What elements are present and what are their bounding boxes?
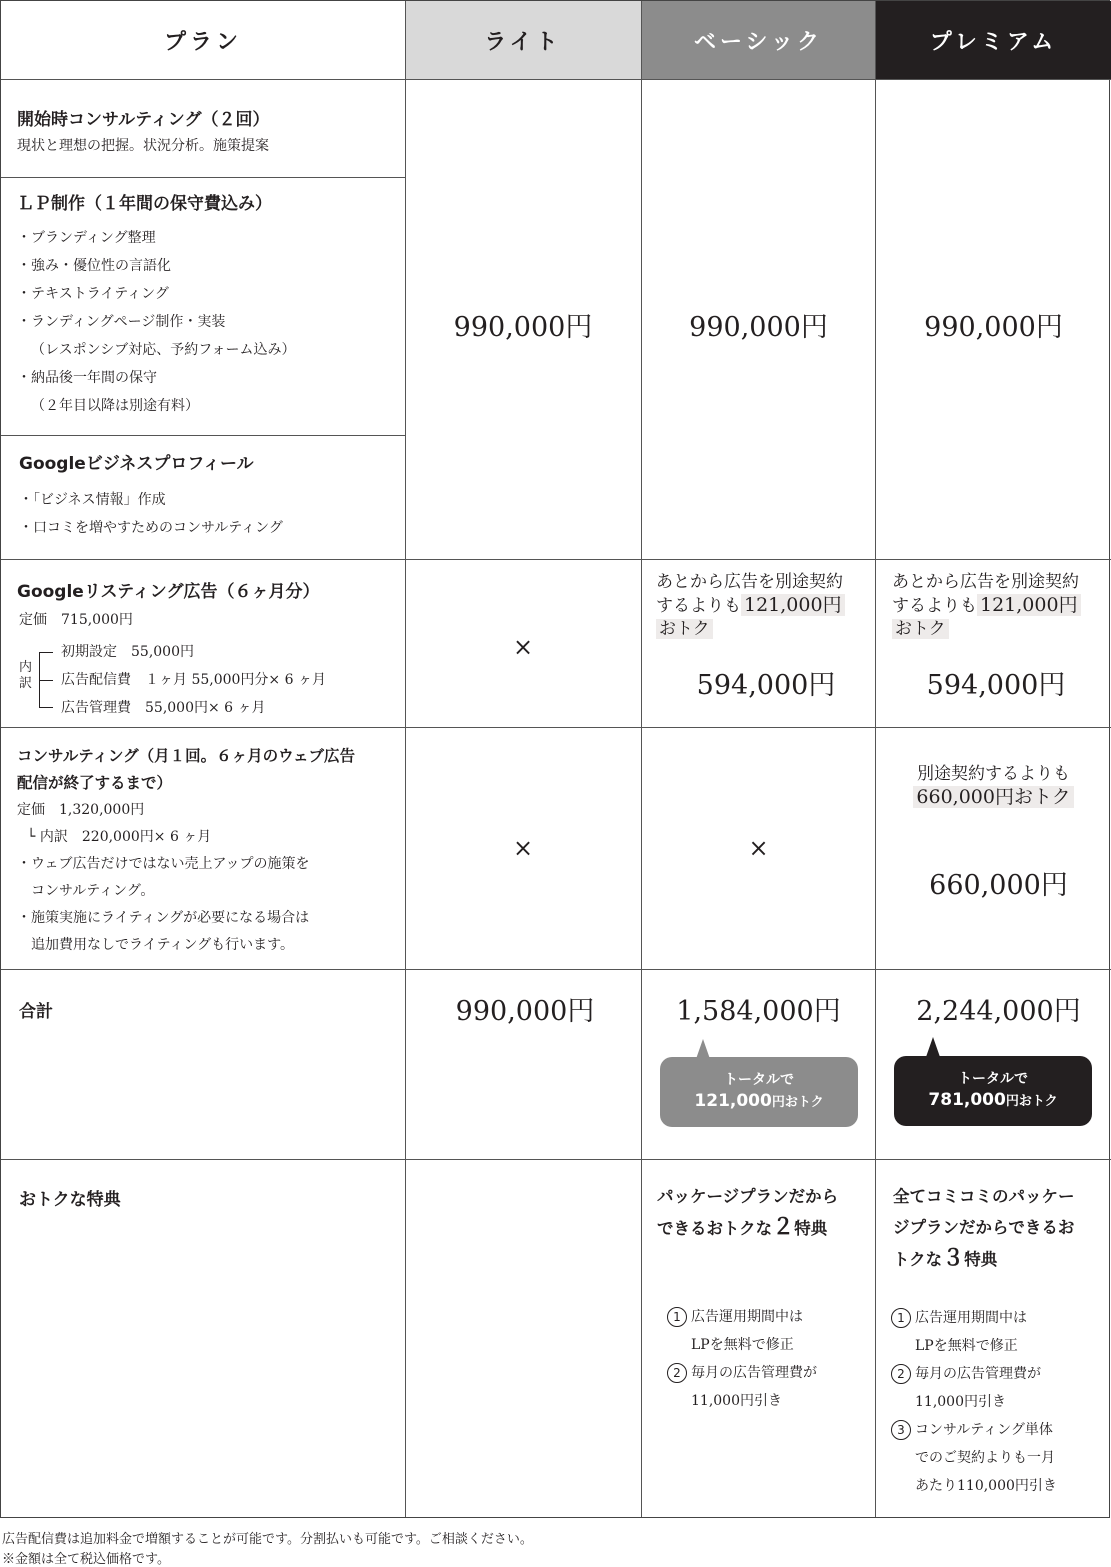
section2-lite-cross: × bbox=[512, 633, 534, 661]
consult-start-cell bbox=[17, 105, 269, 160]
section2-basic-price: 594,000円 bbox=[696, 670, 836, 701]
section3-premium-price: 660,000円 bbox=[929, 870, 1068, 901]
benefit-item: 2 毎月の広告管理費が bbox=[667, 1359, 817, 1387]
header-lite: ライト bbox=[405, 1, 641, 79]
section1-price-lite: 990,000円 bbox=[453, 312, 593, 343]
monthly-consult-list-price: 定価 1,320,000円 bbox=[17, 802, 145, 818]
consult-start-title: 開始時コンサルティング（２回） bbox=[17, 110, 270, 130]
section2-premium-note: あとから広告を別途契約 するよりも 121,000円 おトク bbox=[892, 572, 1079, 639]
breakdown-item: 広告管理費 55,000円× 6 ヶ月 bbox=[61, 700, 266, 716]
listing-ads-list-price: 定価 715,000円 bbox=[19, 612, 133, 628]
breakdown-item: 広告配信費 １ヶ月 55,000円分× 6 ヶ月 bbox=[61, 672, 326, 688]
lp-item: （レスポンシブ対応、予約フォーム込み） bbox=[31, 342, 296, 358]
footer-note-2: ※金額は全て税込価格です。 bbox=[2, 1552, 170, 1567]
monthly-consult-item: コンサルティング。 bbox=[17, 883, 155, 899]
basic-savings-bubble: トータルで 121,000円おトク bbox=[660, 1057, 858, 1127]
benefit-item: 1 広告運用期間中は bbox=[667, 1303, 817, 1331]
breakdown-label: 内 訳 bbox=[19, 660, 33, 691]
lp-item: ・テキストライティング bbox=[17, 286, 169, 302]
circle-two-icon: 2 bbox=[667, 1363, 687, 1383]
benefit-item: 2 毎月の広告管理費が bbox=[891, 1360, 1057, 1388]
total-lite: 990,000円 bbox=[455, 996, 595, 1027]
benefit-item: LPを無料で修正 bbox=[915, 1338, 1018, 1354]
section3-premium-note: 別途契約するよりも 660,000円おトク bbox=[876, 763, 1111, 810]
total-premium: 2,244,000円 bbox=[916, 996, 1081, 1027]
header-plan: プラン bbox=[163, 29, 242, 55]
lp-cell bbox=[17, 189, 296, 420]
circle-one-icon: 1 bbox=[891, 1308, 911, 1328]
benefit-item: LPを無料で修正 bbox=[691, 1337, 794, 1353]
lp-title: ＬＰ制作（１年間の保守費込み） bbox=[17, 194, 272, 214]
premium-benefits-title: 全てコミコミのパッケー ジプランだからできるお トクな３特典 bbox=[893, 1187, 1075, 1271]
benefit-item: あたり110,000円引き bbox=[915, 1478, 1057, 1494]
benefit-item: 11,000円引き bbox=[691, 1393, 782, 1409]
circle-one-icon: 1 bbox=[667, 1307, 687, 1327]
lp-item: ・ランディングページ制作・実装 bbox=[17, 314, 226, 330]
consult-start-desc: 現状と理想の把握。状況分析。施策提案 bbox=[17, 138, 269, 154]
section3-basic-cross: × bbox=[748, 834, 769, 862]
monthly-consult-title: コンサルティング（月１回。６ヶ月のウェブ広告 bbox=[17, 747, 356, 765]
gbp-title: Googleビジネスプロフィール bbox=[19, 454, 254, 474]
benefit-item: でのご契約よりも一月 bbox=[915, 1450, 1055, 1466]
header-premium: プレミアム bbox=[876, 1, 1111, 79]
circle-three-icon: 3 bbox=[891, 1420, 911, 1440]
gbp-cell bbox=[19, 449, 283, 542]
premium-benefits-list bbox=[891, 1304, 1057, 1500]
section2-basic-note: あとから広告を別途契約 するよりも 121,000円 おトク bbox=[656, 572, 843, 639]
gbp-item: ・「ビジネス情報」作成 bbox=[19, 492, 166, 508]
premium-savings-bubble: トータルで 781,000円おトク bbox=[894, 1056, 1092, 1126]
section3-lite-cross: × bbox=[512, 834, 534, 862]
total-basic: 1,584,000円 bbox=[676, 996, 841, 1027]
basic-benefits-list bbox=[667, 1303, 817, 1415]
footer-note-1: 広告配信費は追加料金で増額することが可能です。分割払いも可能です。ご相談ください。 bbox=[2, 1532, 533, 1547]
lp-item: ・ブランディング整理 bbox=[17, 230, 156, 246]
lp-item: （２年目以降は別途有料） bbox=[31, 398, 199, 414]
monthly-consult-title-2: 配信が終了するまで） bbox=[17, 774, 173, 792]
total-label: 合計 bbox=[19, 1002, 53, 1022]
lp-item: ・強み・優位性の言語化 bbox=[17, 258, 171, 274]
monthly-consult-item: ・施策実施にライティングが必要になる場合は bbox=[17, 910, 310, 926]
premium-bubble-tail bbox=[926, 1037, 940, 1057]
section1-price-premium: 990,000円 bbox=[924, 312, 1063, 343]
listing-ads-cell bbox=[17, 577, 319, 634]
circle-two-icon: 2 bbox=[891, 1364, 911, 1384]
breakdown-item: 初期設定 55,000円 bbox=[61, 644, 194, 660]
benefits-label: おトクな特典 bbox=[19, 1190, 121, 1210]
monthly-consult-breakdown: └ 内訳 220,000円× 6 ヶ月 bbox=[27, 829, 212, 845]
monthly-consult-item: ・ウェブ広告だけではない売上アップの施策を bbox=[17, 856, 310, 872]
benefit-item: 1 広告運用期間中は bbox=[891, 1304, 1057, 1332]
section1-price-basic: 990,000円 bbox=[689, 312, 828, 343]
basic-bubble-tail bbox=[696, 1039, 710, 1059]
basic-benefits-title: パッケージプランだから できるおトクな２特典 bbox=[657, 1187, 839, 1240]
gbp-item: ・口コミを増やすためのコンサルティング bbox=[19, 520, 283, 536]
monthly-consult-cell bbox=[17, 743, 355, 959]
listing-ads-breakdown bbox=[17, 638, 397, 718]
listing-ads-title: Googleリスティング広告（６ヶ月分） bbox=[17, 582, 320, 602]
lp-item: ・納品後一年間の保守 bbox=[17, 370, 157, 386]
benefit-item: 11,000円引き bbox=[915, 1394, 1006, 1410]
header-basic: ベーシック bbox=[641, 1, 876, 79]
monthly-consult-item: 追加費用なしでライティングも行います。 bbox=[17, 937, 295, 953]
section2-premium-price: 594,000円 bbox=[926, 670, 1066, 701]
benefit-item: 3 コンサルティング単体 bbox=[891, 1416, 1057, 1444]
